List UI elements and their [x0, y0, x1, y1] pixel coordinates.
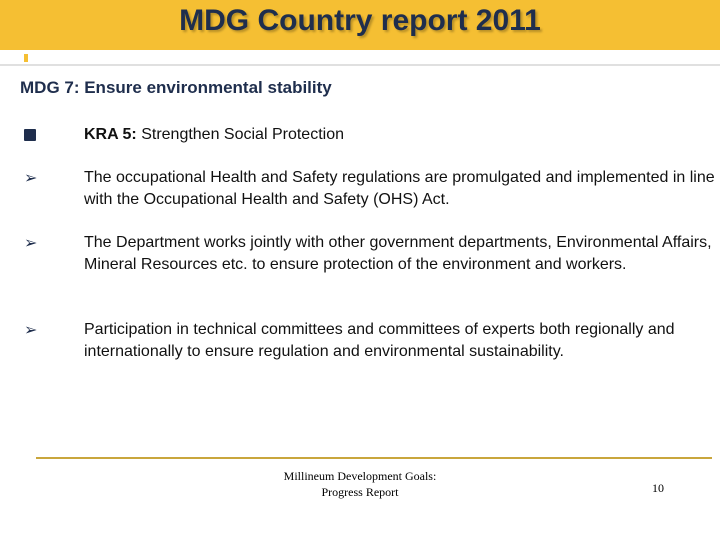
footer-caption: [250, 468, 470, 500]
arrow-bullet-icon: ➢: [24, 322, 38, 339]
footer-line-1: Millineum Development Goals:: [283, 469, 437, 483]
footer-rule: [36, 457, 712, 459]
bullet-text-1: The occupational Health and Safety regulations are promulgated and implemented in line with the Occupational Health and Safety (OHS) Act.: [84, 169, 715, 208]
arrow-bullet-icon: ➢: [24, 235, 38, 252]
slide-title: MDG Country report 2011: [179, 4, 541, 37]
title-tick-mark: [24, 54, 28, 62]
title-band: [0, 0, 720, 50]
footer-line-2: Progress Report: [321, 485, 399, 499]
bullet-text-3: Participation in technical committees and committees of experts both regionally and internationally to ensure regulation and environmental sustainability.: [84, 321, 675, 360]
kra-label: KRA 5:: [84, 126, 137, 143]
kra-text: [84, 124, 718, 146]
slide-subtitle: MDG 7: Ensure environmental stability: [20, 78, 332, 97]
page-number: 10: [652, 481, 664, 495]
title-divider: [0, 64, 720, 66]
arrow-bullet-icon: ➢: [24, 170, 38, 187]
square-bullet-icon: [24, 129, 36, 141]
kra-description: Strengthen Social Protection: [136, 126, 344, 143]
bullet-text-2: The Department works jointly with other government departments, Environmental Affairs, Mineral Resources etc. to ensure protection of the environment and workers.: [84, 234, 712, 273]
